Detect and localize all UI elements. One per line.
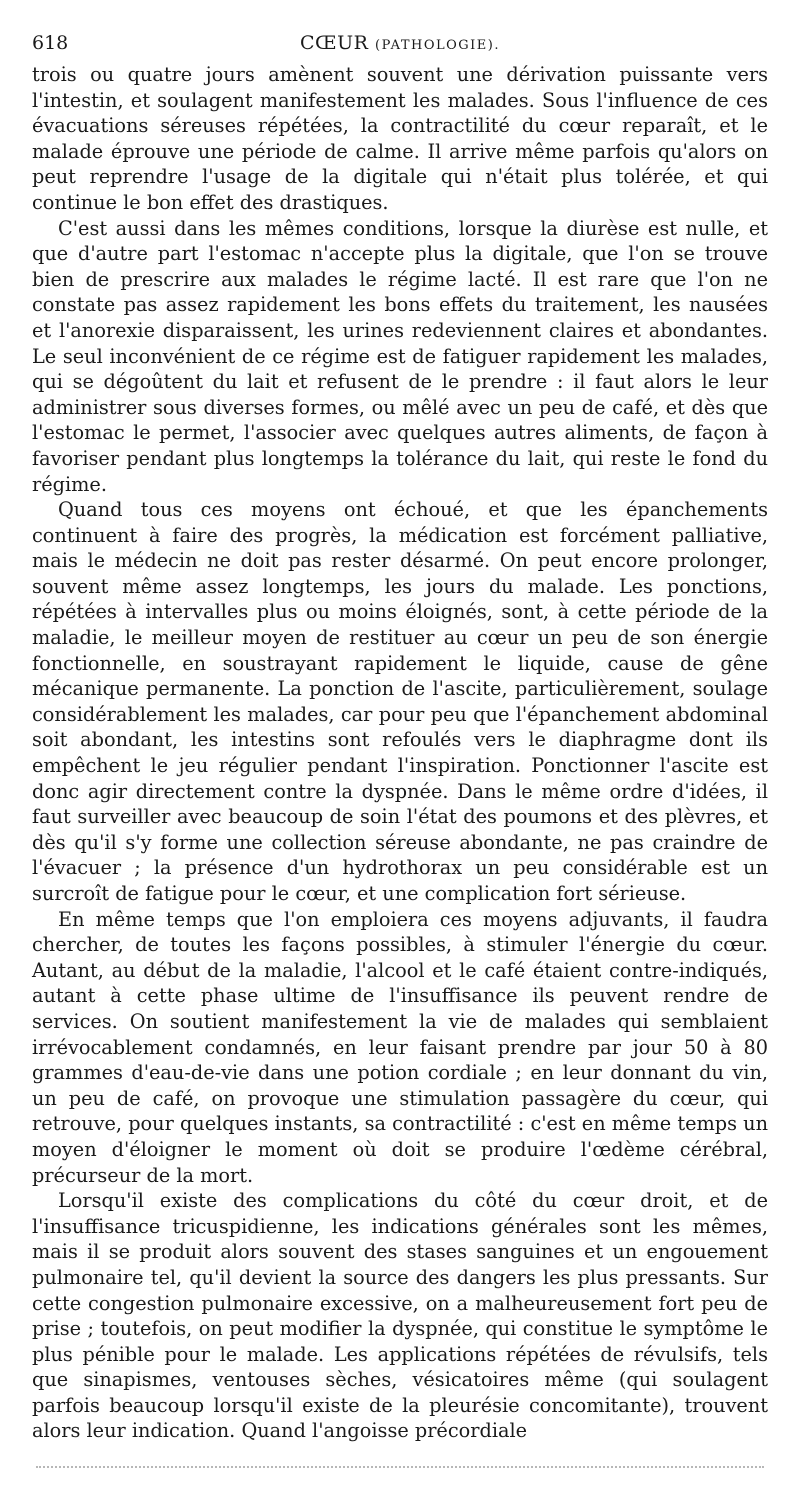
paragraph: En même temps que l'on emploiera ces moyens adjuvants, il faudra chercher, de toutes les façons possibles, à stimuler l'énergie du cœur. Autant, au début de la maladie, l'alcool et le café étaient contre-indiqués, autant à cette phase ultime de l'insuffisance ils peuvent rendre de services. On soutient manifestement la vie de malades qui semblaient irrévocablement condamnés, en leur faisant prendre par jour 50 à 80 grammes d'eau-de-vie dans une potion cordiale ; en leur donnant du vin, un peu de café, on provoque une stimulation passagère du cœur, qui retrouve, pour quelques instants, sa contractilité : c'est en même temps un moyen d'éloigner le moment où doit se produire l'œdème cérébral, précurseur de la mort. [32,907,768,1187]
document-page [32,28,768,1444]
body-text [32,62,768,1444]
paragraph: Lorsqu'il existe des complications du côté du cœur droit, et de l'insuffisance tricuspidienne, les indications générales sont les mêmes, mais il se produit alors souvent des stases sanguines et un engouement pulmonaire tel, qu'il devient la source des dangers les plus pressants. Sur cette congestion pulmonaire excessive, on a malheureusement fort peu de prise ; toutefois, on peut modifier la dyspnée, qui constitue le symptôme le plus pénible pour le malade. Les applications répétées de révulsifs, tels que sinapismes, ventouses sèches, vésicatoires même (qui soulagent parfois beaucoup lorsqu'il existe de la pleurésie concomitante), trouvent alors leur indication. Quand l'angoisse précordiale [32,1189,768,1443]
paragraph: trois ou quatre jours amènent souvent une dérivation puissante vers l'intestin, et soulagent manifestement les malades. Sous l'influence de ces évacuations séreuses répétées, la contractilité du cœur reparaît, et le malade éprouve une période de calme. Il arrive même parfois qu'alors on peut reprendre l'usage de la digitale qui n'était plus tolérée, et qui continue le bon effet des drastiques. [32,63,768,214]
paragraph: C'est aussi dans les mêmes conditions, lorsque la diurèse est nulle, et que d'autre part l'estomac n'accepte plus la digitale, que l'on se trouve bien de prescrire aux malades le régime lacté. Il est rare que l'on ne constate pas assez rapidement les bons effets du traitement, les nausées et l'anorexie disparaissent, les urines redeviennent claires et abondantes. Le seul inconvénient de ce régime est de fatiguer rapidement les malades, qui se dégoûtent du lait et refusent de le prendre : il faut alors le leur administrer sous diverses formes, ou mêlé avec un peu de café, et dès que l'estomac le permet, l'associer avec quelques autres aliments, de façon à favoriser pendant plus longtemps la tolérance du lait, qui reste le fond du régime. [32,216,768,496]
paragraph: Quand tous ces moyens ont échoué, et que les épanchements continuent à faire des progrès, la médication est forcément palliative, mais le médecin ne doit pas rester désarmé. On peut encore prolonger, souvent même assez longtemps, les jours du malade. Les ponctions, répétées à intervalles plus ou moins éloignés, sont, à cette période de la maladie, le meilleur moyen de restituer au cœur un peu de son énergie fonctionnelle, en soustrayant rapidement le liquide, cause de gêne mécanique permanente. La ponction de l'ascite, particulièrement, soulage considérablement les malades, car pour peu que l'épanchement abdominal soit abondant, les intestins sont refoulés vers le diaphragme dont ils empêchent le jeu régulier pendant l'inspiration. Ponctionner l'ascite est donc agir directement contre la dyspnée. Dans le même ordre d'idées, il faut surveiller avec beaucoup de soin l'état des poumons et des plèvres, et dès qu'il s'y forme une collection séreuse abondante, ne pas craindre de l'évacuer ; la présence d'un hydrothorax un peu considérable est un surcroît de fatigue pour le cœur, et une complication fort sérieuse. [32,498,768,905]
footer-rule [36,1466,764,1468]
page-number: 618 [32,32,69,54]
running-head [32,32,768,54]
running-head-subtitle: (PATHOLOGIE). [375,38,500,53]
running-head-title: CŒUR [300,32,369,54]
page-header [32,28,768,62]
